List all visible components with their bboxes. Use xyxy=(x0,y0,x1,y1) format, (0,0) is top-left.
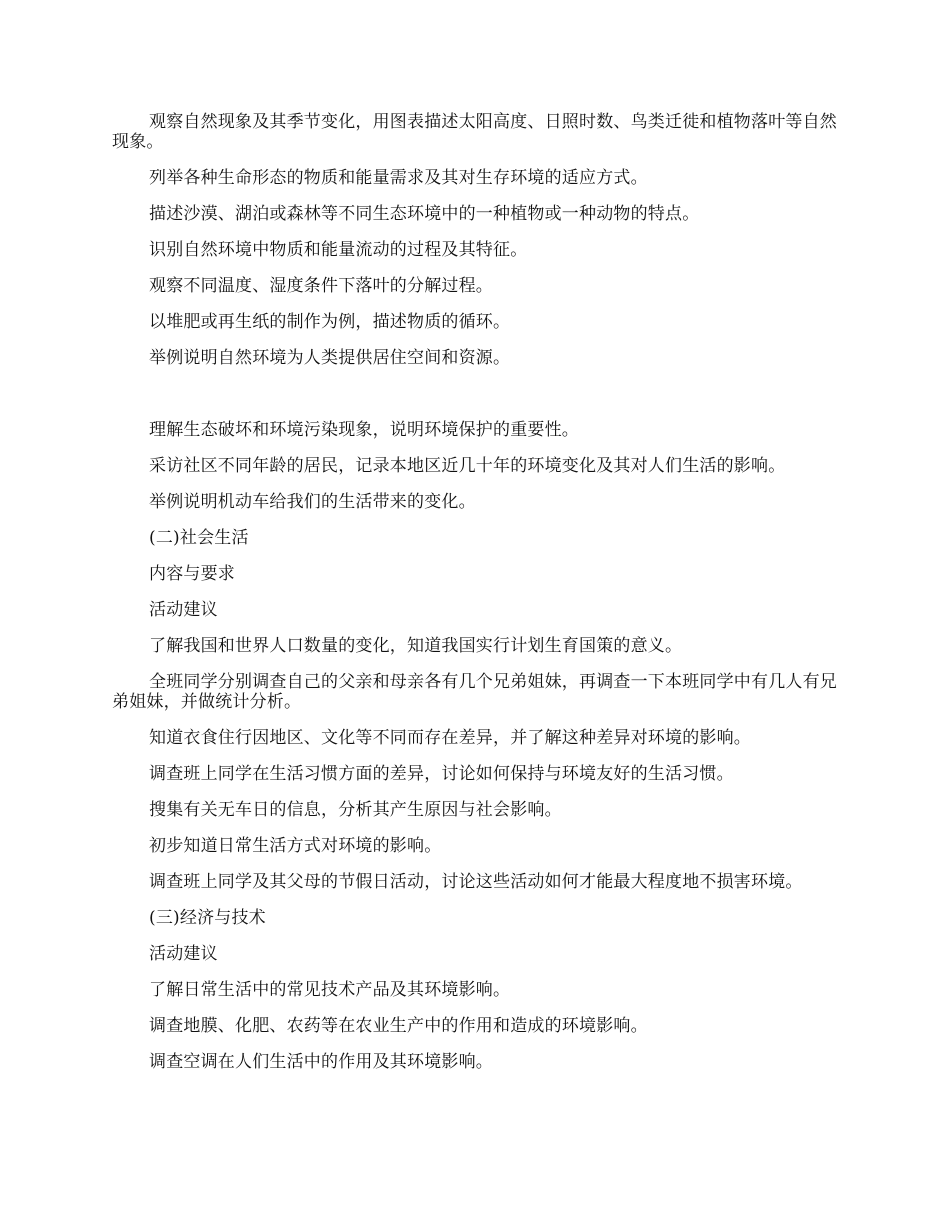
subheading-content-requirements: 内容与要求 xyxy=(149,564,235,584)
paragraph-motor-vehicles: 举例说明机动车给我们的生活带来的变化。 xyxy=(149,492,476,512)
paragraph-siblings-survey: 全班同学分别调查自己的父亲和母亲各有几个兄弟姐妹，再调查一下本班同学中有几人有兄弟姐妹，并做统计分析。 xyxy=(112,672,837,712)
paragraph-tech-products: 了解日常生活中的常见技术产品及其环境影响。 xyxy=(149,980,511,1000)
paragraph-life-forms: 列举各种生命形态的物质和能量需求及其对生存环境的适应方式。 xyxy=(149,168,648,188)
paragraph-habits-survey: 调查班上同学在生活习惯方面的差异，讨论如何保持与环境友好的生活习惯。 xyxy=(149,764,734,784)
document-body xyxy=(112,112,840,1088)
paragraph-holiday-activities: 调查班上同学及其父母的节假日活动，讨论这些活动如何才能最大程度地不损害环境。 xyxy=(149,872,803,892)
paragraph-environmental-protection: 理解生态破坏和环境污染现象，说明环境保护的重要性。 xyxy=(149,420,579,440)
section-heading-social-life: (二)社会生活 xyxy=(149,528,249,548)
paragraph-observe-nature: 观察自然现象及其季节变化，用图表描述太阳高度、日照时数、鸟类迁徙和植物落叶等自然现象。 xyxy=(112,112,837,152)
paragraph-agriculture-survey: 调查地膜、化肥、农药等在农业生产中的作用和造成的环境影响。 xyxy=(149,1016,648,1036)
paragraph-air-conditioning: 调查空调在人们生活中的作用及其环境影响。 xyxy=(149,1052,493,1072)
paragraph-population: 了解我国和世界人口数量的变化，知道我国实行计划生育国策的意义。 xyxy=(149,636,683,656)
paragraph-leaf-decomposition: 观察不同温度、湿度条件下落叶的分解过程。 xyxy=(149,276,493,296)
paragraph-lifestyle-differences: 知道衣食住行因地区、文化等不同而存在差异，并了解这种差异对环境的影响。 xyxy=(149,728,751,748)
paragraph-community-interview: 采访社区不同年龄的居民，记录本地区近几十年的环境变化及其对人们生活的影响。 xyxy=(149,456,786,476)
paragraph-ecosystems: 描述沙漠、湖泊或森林等不同生态环境中的一种植物或一种动物的特点。 xyxy=(149,204,700,224)
paragraph-energy-flow: 识别自然环境中物质和能量流动的过程及其特征。 xyxy=(149,240,528,260)
subheading-activity-suggestions: 活动建议 xyxy=(149,600,218,620)
paragraph-car-free-day: 搜集有关无车日的信息，分析其产生原因与社会影响。 xyxy=(149,800,562,820)
paragraph-living-space: 举例说明自然环境为人类提供居住空间和资源。 xyxy=(149,348,511,368)
subheading-activity-suggestions-2: 活动建议 xyxy=(149,944,218,964)
section-heading-economy-technology: (三)经济与技术 xyxy=(149,908,266,928)
paragraph-material-cycle: 以堆肥或再生纸的制作为例，描述物质的循环。 xyxy=(149,312,511,332)
paragraph-lifestyle-impact: 初步知道日常生活方式对环境的影响。 xyxy=(149,836,442,856)
